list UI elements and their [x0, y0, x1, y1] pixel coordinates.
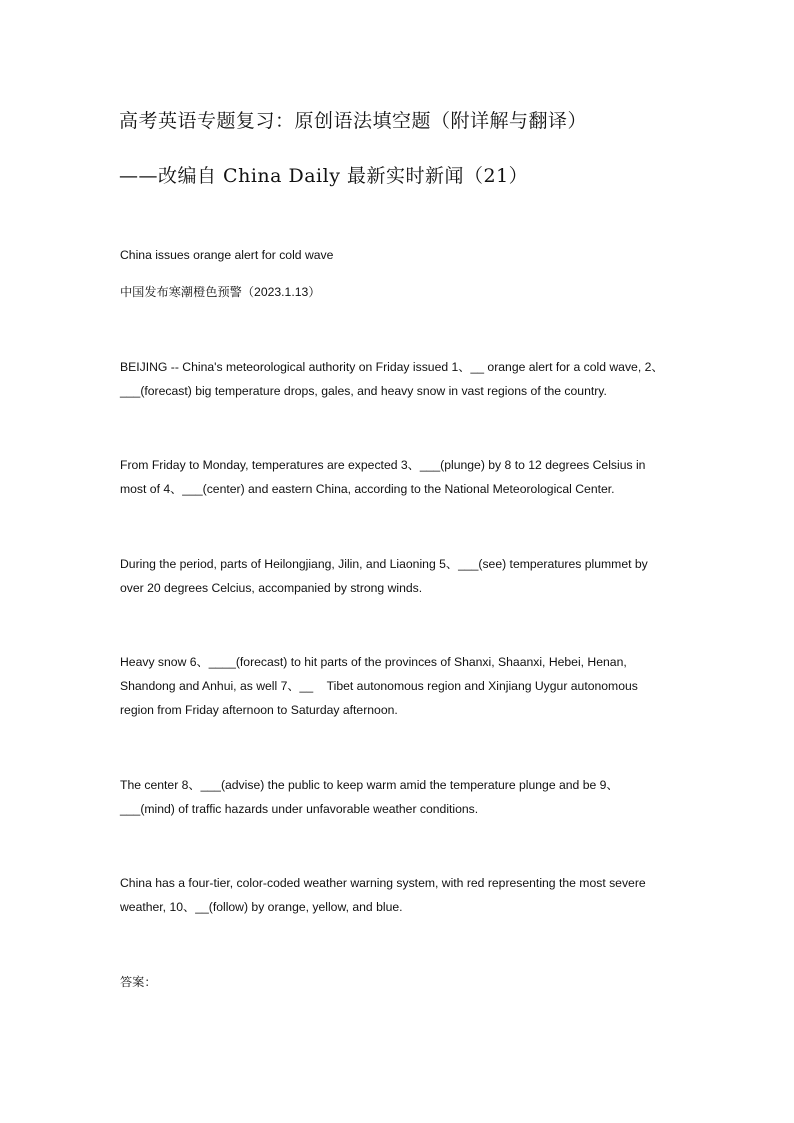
paragraph-line: China has a four-tier, color-coded weather warning system, with red representing the most severe — [120, 876, 646, 890]
paragraph-1 — [120, 355, 680, 403]
paragraph-line: most of 4、___(center) and eastern China, according to the National Meteorological Center. — [120, 482, 615, 496]
paragraph-2 — [120, 453, 680, 501]
paragraph-line: From Friday to Monday, temperatures are expected 3、___(plunge) by 8 to 12 degrees Celsius in — [120, 458, 646, 472]
paragraph-line: ___(forecast) big temperature drops, gales, and heavy snow in vast regions of the country. — [120, 384, 607, 398]
article-english-title: China issues orange alert for cold wave — [120, 248, 334, 262]
answer-label: 答案： — [120, 975, 157, 989]
paragraph-3 — [120, 552, 680, 600]
paragraph-line: weather, 10、__(follow) by orange, yellow, and blue. — [120, 900, 403, 914]
paragraph-line: Heavy snow 6、____(forecast) to hit parts of the provinces of Shanxi, Shaanxi, Hebei, Henan, — [120, 655, 627, 669]
paragraph-line: region from Friday afternoon to Saturday afternoon. — [120, 703, 398, 717]
paragraph-line: The center 8、___(advise) the public to keep warm amid the temperature plunge and be 9、 — [120, 778, 619, 792]
page-subtitle: ——改编自 China Daily 最新实时新闻（21） — [119, 165, 529, 187]
page-title: 高考英语专题复习：原创语法填空题（附详解与翻译） — [119, 110, 588, 132]
paragraph-5 — [120, 773, 680, 821]
paragraph-line: ___(mind) of traffic hazards under unfavorable weather conditions. — [120, 802, 479, 816]
article-chinese-title: 中国发布寒潮橙色预警（2023.1.13） — [120, 285, 321, 299]
paragraph-line: over 20 degrees Celcius, accompanied by strong winds. — [120, 581, 423, 595]
paragraph-6 — [120, 871, 680, 919]
paragraph-line: BEIJING -- China's meteorological authority on Friday issued 1、__ orange alert for a cold wave, 2、 — [120, 360, 664, 374]
paragraph-line: During the period, parts of Heilongjiang, Jilin, and Liaoning 5、___(see) temperatures plummet by — [120, 557, 648, 571]
paragraph-4 — [120, 650, 680, 722]
paragraph-line: Shandong and Anhui, as well 7、__ Tibet autonomous region and Xinjiang Uygur autonomous — [120, 679, 638, 693]
